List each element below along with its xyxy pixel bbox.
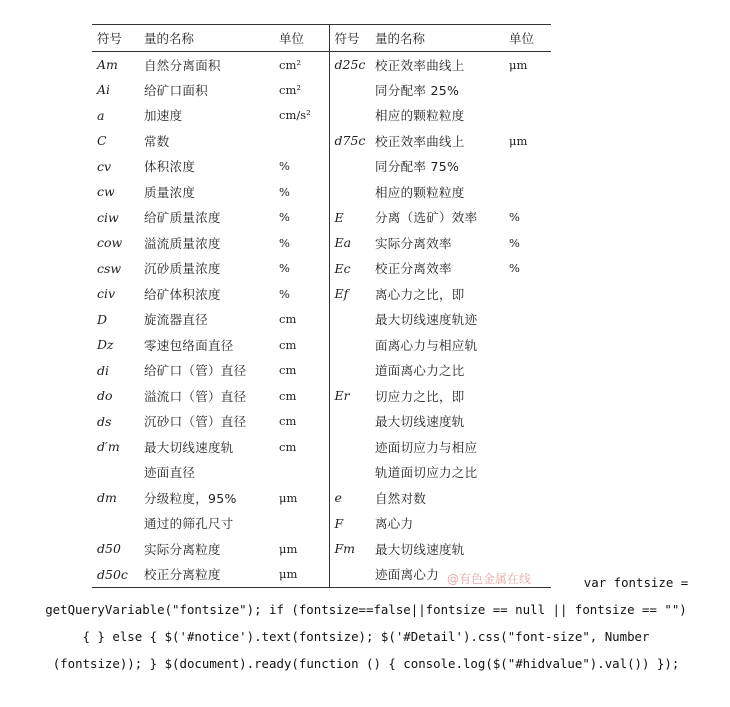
cell-quantity-name-right: 自然对数 [375, 490, 427, 506]
table-row [92, 103, 551, 129]
table-row [92, 77, 551, 103]
table-row [92, 332, 551, 358]
table-row [92, 409, 551, 435]
cell-quantity-name-right: 离心力之比，即 [375, 286, 465, 302]
cell-symbol: Am [97, 57, 118, 72]
cell-quantity-name-right: 分离（选矿）效率 [375, 210, 478, 226]
cell-quantity-name: 沉砂质量浓度 [144, 261, 221, 277]
cell-quantity-name-right: 校正效率曲线上 [375, 133, 465, 149]
cell-quantity-name: 给矿口面积 [144, 82, 209, 98]
table-row [92, 460, 551, 486]
script-source-text [10, 569, 722, 677]
cell-quantity-name: 分级粒度，95% [144, 490, 237, 506]
table-row [92, 256, 551, 282]
cell-unit: cm/s² [274, 103, 329, 129]
table-row [92, 536, 551, 562]
cell-symbol-right: d25c [334, 57, 366, 72]
symbol-table [92, 24, 551, 588]
table-row [92, 128, 551, 154]
table-row [92, 52, 551, 78]
cell-quantity-name: 溢流质量浓度 [144, 235, 221, 251]
cell-symbol [92, 460, 139, 486]
cell-symbol-right [329, 77, 370, 103]
cell-quantity-name-right: 最大切线速度轨迹 [375, 312, 478, 328]
table-row [92, 205, 551, 231]
cell-symbol-right [329, 179, 370, 205]
cell-unit: cm [274, 383, 329, 409]
cell-quantity-name: 体积浓度 [144, 159, 196, 175]
cell-quantity-name: 质量浓度 [144, 184, 196, 200]
cell-symbol: cv [97, 158, 112, 174]
cell-symbol: dm [97, 490, 117, 506]
cell-unit-right [504, 383, 551, 409]
table-row [92, 485, 551, 511]
cell-unit-right [504, 409, 551, 435]
cell-unit: μm [274, 562, 329, 588]
table-row [92, 230, 551, 256]
cell-symbol-right: e [334, 490, 342, 506]
cell-unit-right [504, 179, 551, 205]
cell-symbol: ciw [97, 209, 119, 225]
cell-unit: cm² [274, 77, 329, 103]
table-row [92, 179, 551, 205]
cell-symbol-right: Ec [334, 260, 351, 276]
table-row [92, 434, 551, 460]
cell-quantity-name: 零速包络面直径 [144, 337, 234, 353]
cell-quantity-name-right: 面离心力与相应轨 [375, 337, 478, 353]
header-quantity-name: 量的名称 [139, 25, 274, 52]
cell-quantity-name-right: 最大切线速度轨 [375, 541, 465, 557]
cell-quantity-name-right: 道面离心力之比 [375, 363, 465, 379]
table-row [92, 358, 551, 384]
cell-unit-right [504, 511, 551, 537]
cell-unit-right: μm [509, 133, 528, 148]
watermark: @有色金属在线 [447, 572, 532, 586]
cell-unit: % [274, 179, 329, 205]
table-row [92, 281, 551, 307]
cell-quantity-name: 自然分离面积 [144, 57, 221, 73]
cell-symbol: ds [97, 413, 112, 429]
cell-symbol-right: Ef [334, 286, 349, 302]
cell-symbol-right [329, 332, 370, 358]
cell-unit-right [504, 154, 551, 180]
cell-quantity-name-right: 迹面切应力与相应 [375, 439, 478, 455]
cell-quantity-name-right: 最大切线速度轨 [375, 414, 465, 430]
cell-symbol-right [329, 307, 370, 333]
cell-unit: cm [274, 307, 329, 333]
cell-quantity-name-right: 离心力 [375, 516, 414, 532]
cell-unit-right [504, 332, 551, 358]
cell-unit-right: % [509, 261, 520, 276]
cell-symbol: di [97, 362, 109, 378]
cell-symbol-right [329, 409, 370, 435]
cell-unit-right [504, 485, 551, 511]
cell-quantity-name-right: 相应的颗粒粒度 [375, 108, 465, 124]
cell-quantity-name: 给矿口（管）直径 [144, 363, 247, 379]
cell-unit: μm [274, 485, 329, 511]
cell-quantity-name-right: 迹面离心力 [370, 562, 504, 588]
cell-symbol-right: d75c [334, 133, 366, 149]
cell-symbol: d50c [92, 562, 139, 588]
cell-unit-right: % [509, 235, 520, 250]
table-row [92, 511, 551, 537]
cell-unit-right [504, 358, 551, 384]
cell-symbol [92, 511, 139, 537]
cell-symbol: C [97, 133, 107, 149]
cell-symbol: Ai [97, 82, 111, 98]
cell-symbol: d′m [97, 439, 120, 455]
cell-unit [274, 460, 329, 486]
cell-quantity-name: 溢流口（管）直径 [144, 388, 247, 404]
cell-unit-right [504, 536, 551, 562]
cell-unit-right: % [509, 210, 520, 225]
cell-unit: % [274, 205, 329, 231]
cell-unit-right [504, 77, 551, 103]
cell-quantity-name: 校正分离粒度 [139, 562, 274, 588]
header-unit-right: 单位 [504, 25, 551, 52]
cell-quantity-name: 最大切线速度轨 [144, 439, 234, 455]
cell-symbol: csw [97, 260, 122, 276]
cell-quantity-name: 加速度 [144, 108, 183, 124]
cell-unit: % [274, 230, 329, 256]
cell-quantity-name: 沉砂口（管）直径 [144, 414, 247, 430]
header-symbol-right: 符号 [329, 25, 370, 52]
cell-symbol: D [97, 311, 108, 327]
cell-symbol: civ [97, 286, 116, 302]
cell-quantity-name-right: 同分配率 25% [375, 82, 460, 98]
cell-symbol: a [97, 107, 105, 123]
header-unit: 单位 [274, 25, 329, 52]
table-header-row [92, 25, 551, 52]
header-quantity-name-right: 量的名称 [370, 25, 504, 52]
cell-unit: μm [274, 536, 329, 562]
cell-symbol-right: E [334, 209, 344, 225]
cell-quantity-name: 给矿体积浓度 [144, 286, 221, 302]
cell-symbol: do [97, 388, 113, 404]
cell-symbol-right [329, 460, 370, 486]
code-line-3: { } else { $('#notice').text(fontsize); $('#Detail').css("font-size", Number [82, 629, 650, 644]
cell-unit: cm [274, 434, 329, 460]
code-line-4: (fontsize)); } $(document).ready(function () { console.log($("#hidvalue").val()) }); [52, 656, 680, 671]
cell-quantity-name-right: 校正分离效率 [375, 261, 452, 277]
cell-unit-right [504, 460, 551, 486]
table-row [92, 383, 551, 409]
header-symbol: 符号 [92, 25, 139, 52]
code-line [10, 569, 722, 596]
cell-unit-right: μm [509, 57, 528, 72]
cell-unit: cm [274, 409, 329, 435]
table-body [92, 52, 551, 588]
cell-unit: cm² [274, 52, 329, 78]
cell-unit: % [274, 281, 329, 307]
cell-unit: % [274, 154, 329, 180]
cell-symbol-right [329, 103, 370, 129]
cell-unit-right [504, 281, 551, 307]
cell-unit: cm [274, 332, 329, 358]
cell-unit: % [274, 256, 329, 282]
cell-symbol: Dz [97, 337, 114, 353]
cell-unit [274, 128, 329, 154]
cell-symbol-right: Ea [334, 235, 352, 251]
cell-quantity-name: 迹面直径 [144, 465, 196, 481]
cell-unit: cm [274, 358, 329, 384]
cell-symbol: d50 [97, 541, 121, 557]
cell-symbol-right: Er [334, 388, 350, 404]
cell-quantity-name: 旋流器直径 [144, 312, 209, 328]
cell-unit [274, 511, 329, 537]
cell-unit-right [504, 434, 551, 460]
cell-symbol-right: Fm [334, 541, 356, 557]
cell-quantity-name: 实际分离粒度 [144, 541, 221, 557]
cell-symbol: cow [97, 235, 123, 251]
cell-symbol-right: F [334, 515, 344, 531]
cell-quantity-name-right: 相应的颗粒粒度 [375, 184, 465, 200]
cell-unit-right [504, 307, 551, 333]
cell-quantity-name-right: 校正效率曲线上 [375, 57, 465, 73]
table-row [92, 307, 551, 333]
cell-quantity-name-right: 同分配率 75% [375, 159, 460, 175]
cell-symbol: cw [97, 184, 115, 200]
cell-quantity-name-right: 轨道面切应力之比 [375, 465, 478, 481]
code-line-1: var fontsize = [583, 575, 689, 590]
cell-symbol-right [329, 434, 370, 460]
cell-quantity-name: 通过的筛孔尺寸 [144, 516, 234, 532]
code-line-2: getQueryVariable("fontsize"); if (fontsize==false||fontsize == null || fontsize == "") [45, 602, 687, 617]
table-row [92, 154, 551, 180]
cell-quantity-name-right: 实际分离效率 [375, 235, 452, 251]
cell-quantity-name-right: 切应力之比，即 [375, 388, 465, 404]
cell-unit-right [504, 103, 551, 129]
cell-quantity-name: 常数 [144, 133, 170, 149]
cell-symbol-right [329, 358, 370, 384]
cell-symbol-right [329, 154, 370, 180]
cell-quantity-name: 给矿质量浓度 [144, 210, 221, 226]
